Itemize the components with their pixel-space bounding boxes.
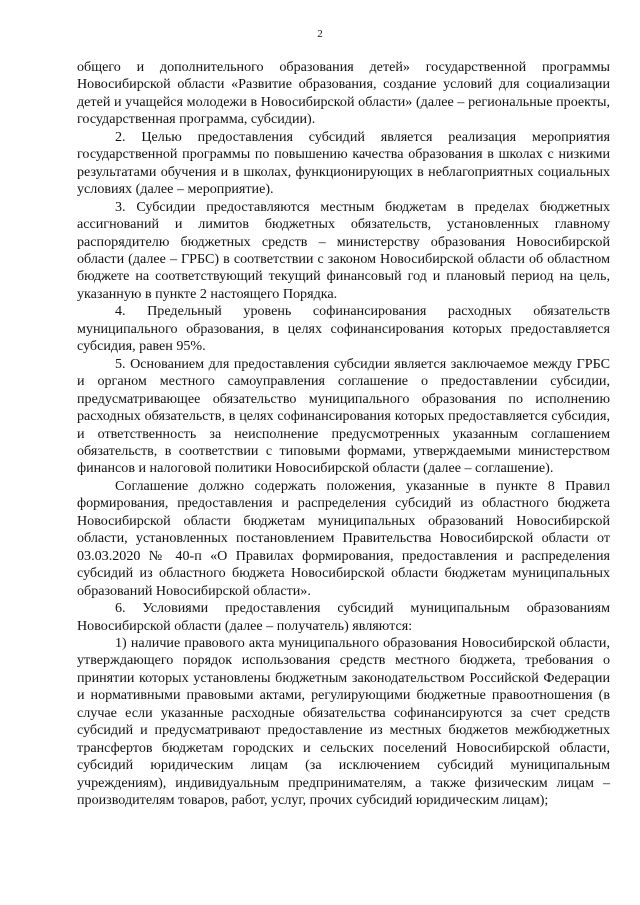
paragraph-item-6: 6. Условиями предоставления субсидий муниципальным образованиям Новосибирской области (далее – получатель) являются: bbox=[77, 600, 610, 634]
paragraph-continuation: общего и дополнительного образования детей» государственной программы Новосибирской области «Развитие образования, создание условий для социализации детей и учащейся молодежи в Новосибирской области» (далее – региональные проекты, государственная программа, субсидии). bbox=[77, 59, 610, 128]
page-number: 2 bbox=[317, 28, 323, 40]
paragraph-agreement: Соглашение должно содержать положения, указанные в пункте 8 Правил формирования, предоставления и распределения субсидий из областного бюджета Новосибирской области бюджетам муниципальных образований Новосибирской области, установленных постановлением Правительства Новосибирской области от 03.03.2020 № 40-п «О Правилах формирования, предоставления и распределения субсидий из областного бюджета Новосибирской области бюджетам муниципальных образований Новосибирской области». bbox=[77, 477, 610, 599]
paragraph-item-2: 2. Целью предоставления субсидий является реализация мероприятия государственной программы по повышению качества образования в школах с низкими результатами обучения и в школах, функционирующих в неблагоприятных социальных условиях (далее – мероприятие). bbox=[77, 128, 610, 198]
document-body bbox=[77, 59, 610, 809]
paragraph-item-5: 5. Основанием для предоставления субсидии является заключаемое между ГРБС и органом местного самоуправления соглашение о предоставлении субсидии, предусматривающее обязательство муниципального образования по исполнению расходных обязательств, в целях софинансирования которых предоставляется субсидия, и ответственность за неисполнение предусмотренных указанным соглашением обязательств, в соответствии с типовыми формами, утверждаемыми министерством финансов и налоговой политики Новосибирской области (далее – соглашение). bbox=[77, 355, 610, 477]
paragraph-item-4: 4. Предельный уровень софинансирования расходных обязательств муниципального образования, в целях софинансирования которых предоставляется субсидия, равен 95%. bbox=[77, 303, 610, 355]
paragraph-subitem-1: 1) наличие правового акта муниципального образования Новосибирской области, утверждающего порядок использования средств местного бюджета, требования о принятии которых установлены бюджетным законодательством Российской Федерации и нормативными правовыми актами, регулирующими бюджетные правоотношения (в случае если указанные расходные обязательства софинансируются за счет средств субсидий и предусматривают предоставление из местных бюджетов межбюджетных трансфертов бюджетам городских и сельских поселений Новосибирской области, субсидий юридическим лицам (за исключением субсидий муниципальным учреждениям), индивидуальным предпринимателям, а также физическим лицам – производителям товаров, работ, услуг, прочих субсидий юридическим лицам); bbox=[77, 634, 610, 809]
paragraph-item-3: 3. Субсидии предоставляются местным бюджетам в пределах бюджетных ассигнований и лимитов бюджетных обязательств, установленных главному распорядителю бюджетных средств – министерству образования Новосибирской области (далее – ГРБС) в соответствии с законом Новосибирской области об областном бюджете на соответствующий текущий финансовый год и плановый период на цель, указанную в пункте 2 настоящего Порядка. bbox=[77, 198, 610, 302]
